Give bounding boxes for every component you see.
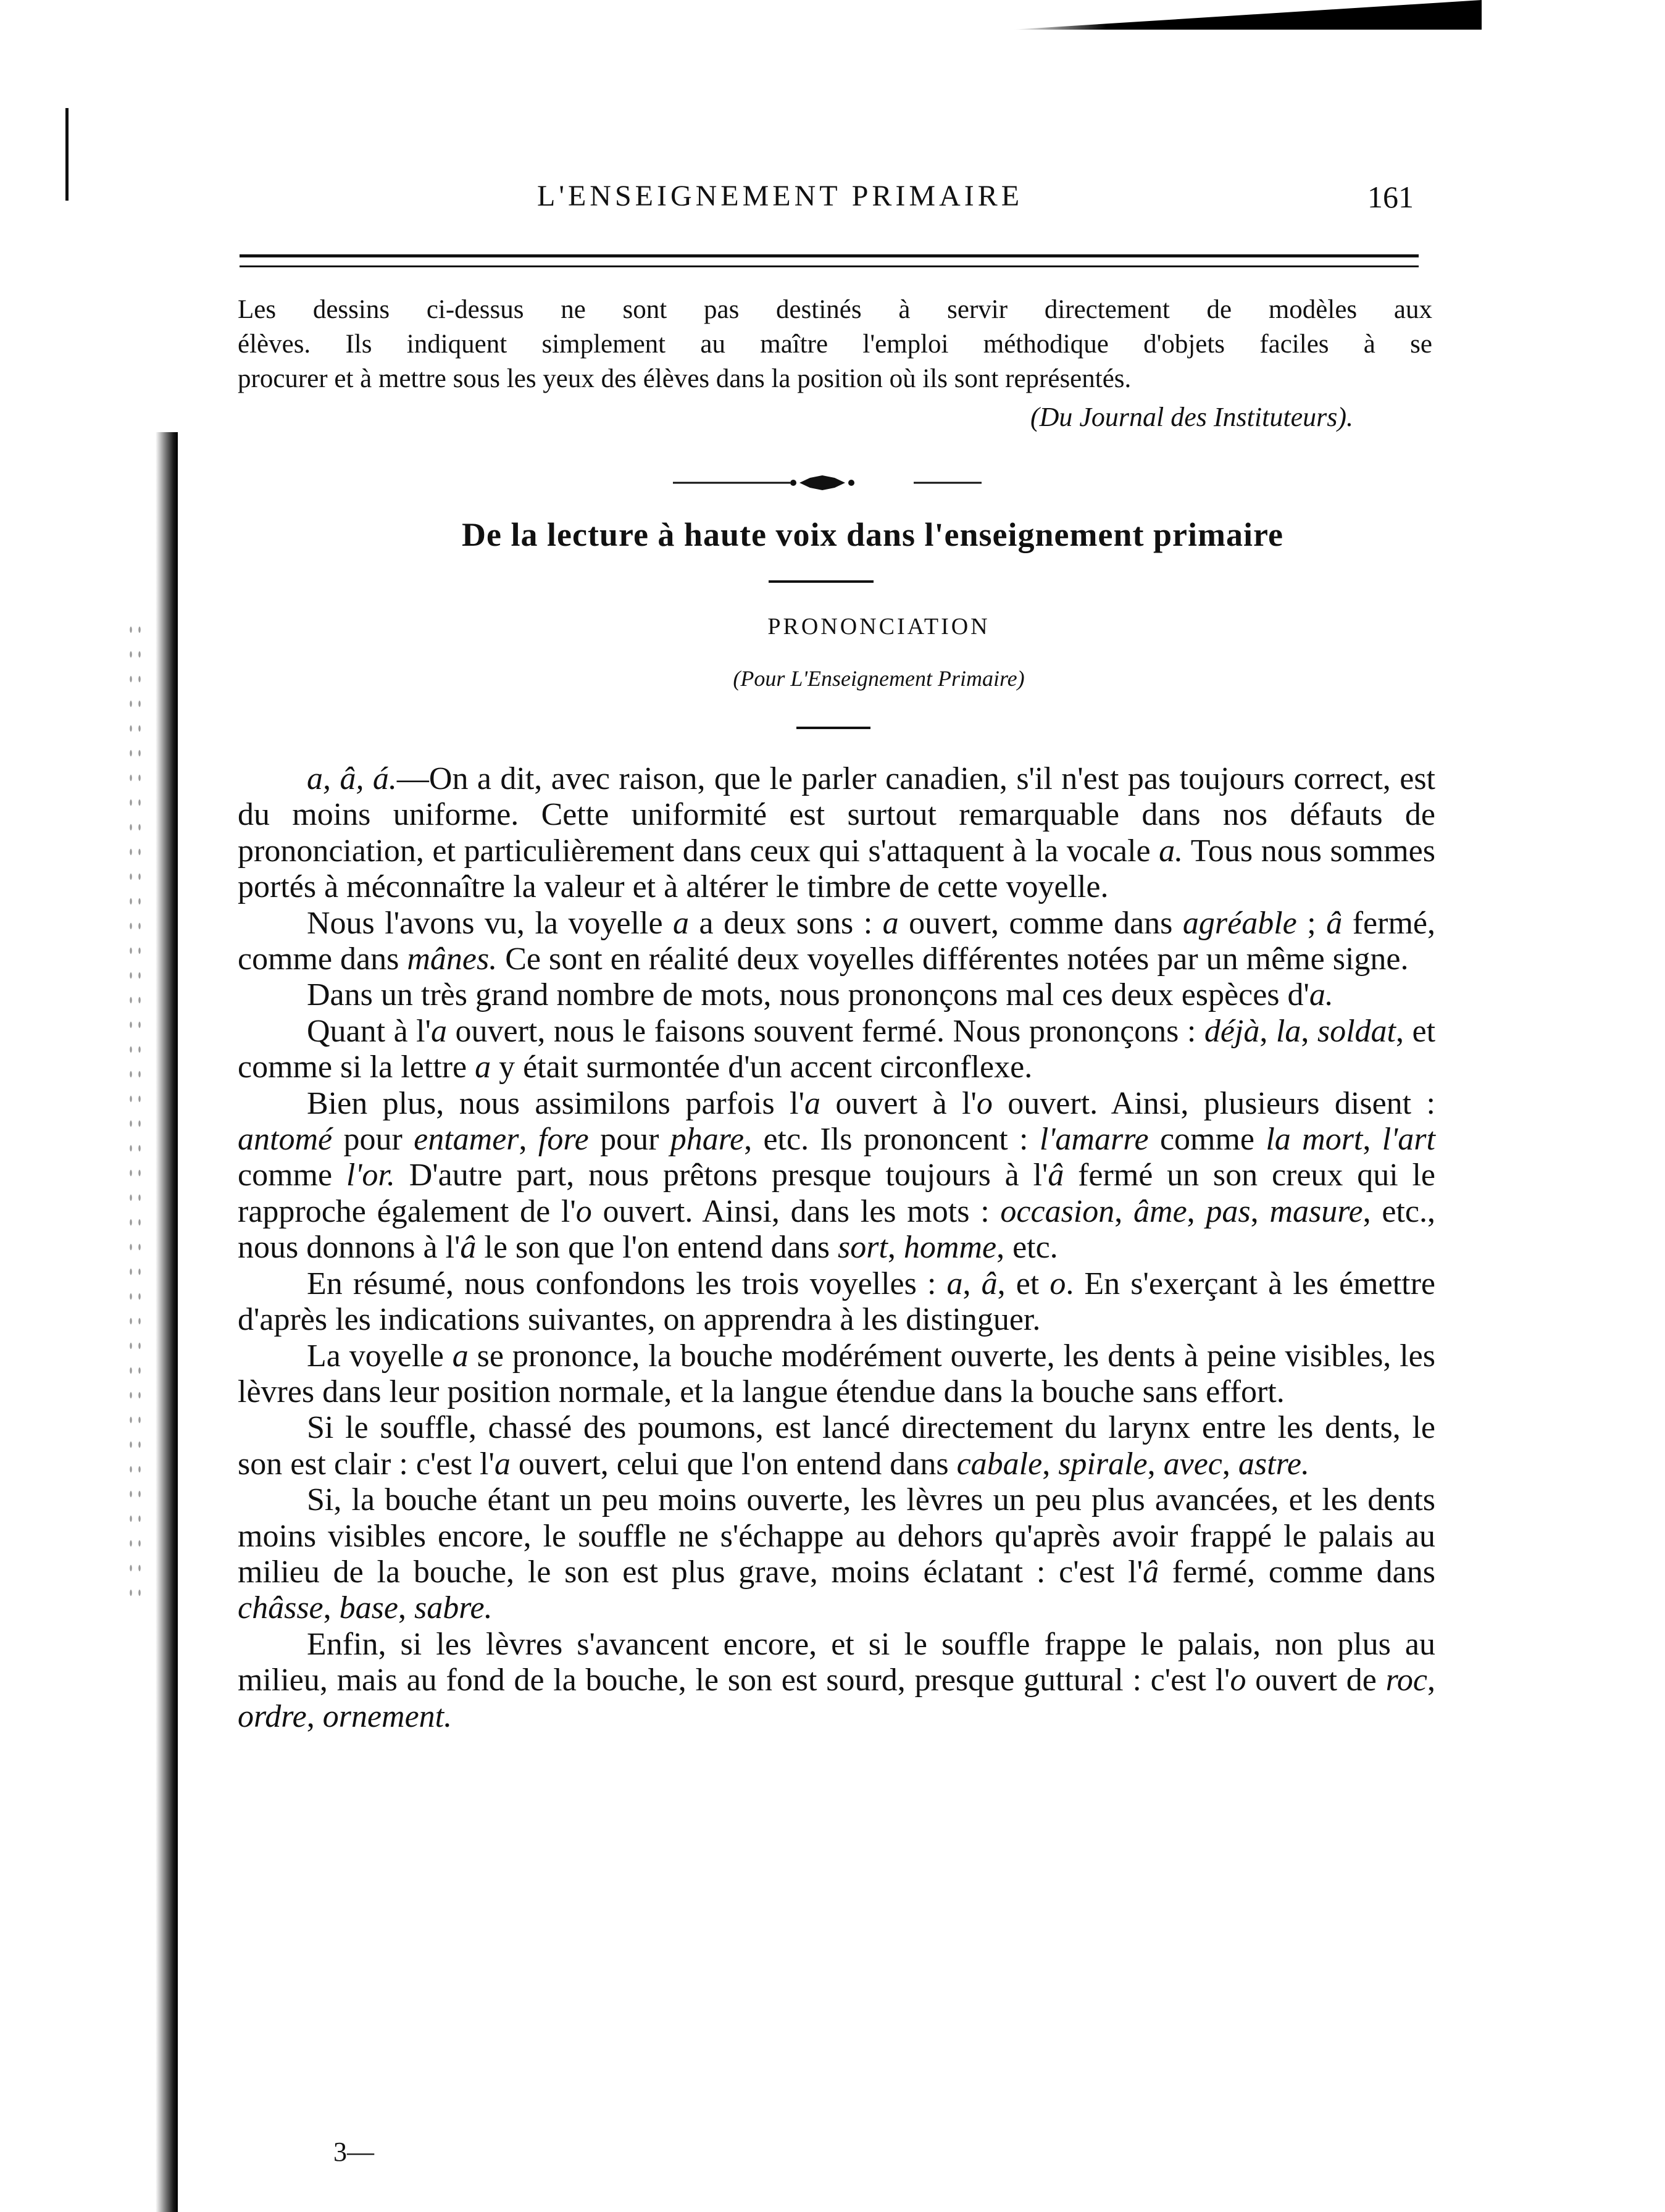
italic-word: base — [339, 1590, 398, 1626]
italic-word: sabre. — [414, 1590, 493, 1626]
article-byline: (Pour L'Enseignement Primaire) — [733, 666, 1025, 691]
body-paragraph — [238, 1266, 1435, 1338]
text-run: , — [1259, 1013, 1276, 1049]
text-run: ouvert, comme dans — [898, 905, 1183, 941]
text-run: , — [1187, 1193, 1206, 1229]
italic-word: spirale — [1058, 1446, 1148, 1482]
body-paragraph — [238, 1086, 1435, 1266]
text-run: Bien plus, nous assimilons parfois l' — [307, 1085, 804, 1121]
text-run: , — [519, 1122, 538, 1158]
italic-word: occasion — [1000, 1193, 1115, 1229]
text-run: pour — [588, 1122, 670, 1158]
text-run: fermé un son creux qui le rapproche également de l' — [238, 1158, 1435, 1229]
italic-word: pas — [1206, 1193, 1251, 1229]
scan-artifact-binding-dots — [127, 617, 144, 1605]
italic-word: ornement. — [322, 1698, 453, 1734]
italic-word: a. — [1309, 977, 1333, 1013]
text-run: , — [1042, 1446, 1059, 1482]
italic-word: antomé — [238, 1122, 333, 1158]
text-run: ouvert. Ainsi, plusieurs disent : — [992, 1085, 1435, 1121]
text-run: , — [1362, 1122, 1382, 1158]
article-body — [238, 761, 1435, 1735]
italic-word: roc — [1385, 1663, 1427, 1698]
italic-word: l'or. — [346, 1158, 395, 1193]
italic-word: a — [452, 1338, 469, 1374]
text-run: , etc. — [996, 1230, 1058, 1266]
page-number: 161 — [1367, 180, 1414, 214]
text-run: , etc., nous donnons à l' — [238, 1193, 1435, 1266]
text-run: comme — [1148, 1122, 1266, 1158]
text-run: fermé, comme dans — [1158, 1554, 1435, 1590]
text-run: , et — [997, 1266, 1050, 1301]
text-run: ouvert, nous le faisons souvent fermé. Nous prononçons : — [447, 1013, 1204, 1049]
body-paragraph — [238, 977, 1435, 1013]
italic-word: l'amarre — [1039, 1122, 1149, 1158]
body-paragraph — [238, 1410, 1435, 1482]
italic-word: phare — [670, 1122, 745, 1158]
text-run: , — [962, 1266, 982, 1301]
italic-word: châsse — [238, 1590, 323, 1626]
italic-word: a — [431, 1013, 447, 1049]
italic-word: la mort — [1266, 1122, 1363, 1158]
note-line: Les dessins ci-dessus ne sont pas destinés à servir directement de modèles aux — [238, 295, 1432, 324]
text-run: , — [1250, 1193, 1270, 1229]
title-rule — [769, 580, 874, 583]
signature-mark: 3— — [333, 2137, 374, 2167]
text-run: pour — [332, 1122, 414, 1158]
text-run: —On a dit, avec raison, que le parler canadien, s'il n'est pas toujours correct, est du moins uniforme. Cette uniformité est surtout remarquable dans nos défauts de prononciation, et particulièrement dans ceux qui s'attaquent à la vocale — [238, 761, 1435, 869]
text-run: ; — [1296, 905, 1327, 941]
italic-word: a — [494, 1446, 511, 1482]
text-run: comme — [238, 1158, 346, 1193]
italic-word: â — [981, 1266, 998, 1301]
italic-word: o — [575, 1193, 592, 1229]
article-subtitle: PRONONCIATION — [767, 614, 990, 640]
italic-word: a — [882, 905, 899, 941]
italic-word: fore — [538, 1122, 589, 1158]
italic-word: â — [1048, 1158, 1064, 1193]
italic-word: â — [1326, 905, 1343, 941]
text-run: , — [1114, 1193, 1134, 1229]
italic-word: soldat — [1317, 1013, 1396, 1049]
text-run: ouvert. Ainsi, dans les mots : — [591, 1193, 1001, 1229]
ornament-divider — [667, 469, 988, 494]
text-run: le son que l'on entend dans — [476, 1230, 838, 1266]
text-run: , — [323, 1590, 340, 1626]
text-run: Dans un très grand nombre de mots, nous prononçons mal ces deux espèces d' — [307, 977, 1309, 1013]
body-paragraph — [238, 1014, 1435, 1086]
body-paragraph — [238, 1627, 1435, 1735]
running-title: L'ENSEIGNEMENT PRIMAIRE — [537, 180, 1024, 212]
illustration-note — [238, 293, 1432, 396]
italic-word: sort — [837, 1230, 888, 1266]
note-source: (Du Journal des Instituteurs). — [1030, 402, 1353, 432]
italic-word: a. — [1159, 833, 1183, 869]
italic-word: a, â, á. — [307, 761, 397, 796]
text-run: Tous nous sommes portés à méconnaître la valeur et à altérer le timbre de cette voyelle. — [238, 833, 1435, 905]
text-run: D'autre part, nous prêtons presque toujours à l' — [394, 1158, 1048, 1193]
italic-word: mânes. — [407, 941, 498, 977]
text-run: ouvert, celui que l'on entend dans — [510, 1446, 957, 1482]
italic-word: o — [976, 1085, 993, 1121]
text-run: . En s'exerçant à les émettre d'après les indications suivantes, on apprendra à les distinguer. — [238, 1266, 1435, 1338]
italic-word: ordre — [238, 1698, 307, 1734]
italic-word: âme — [1133, 1193, 1187, 1229]
italic-word: a — [804, 1085, 820, 1121]
italic-word: astre. — [1238, 1446, 1309, 1482]
italic-word: agréable — [1182, 905, 1297, 941]
scan-artifact-binding-edge — [156, 432, 178, 2212]
text-run: , — [1147, 1446, 1164, 1482]
text-run: En résumé, nous confondons les trois voyelles : — [307, 1266, 947, 1301]
italic-word: masure — [1269, 1193, 1363, 1229]
text-run: a deux sons : — [689, 905, 883, 941]
body-paragraph — [238, 1482, 1435, 1627]
text-run: , — [1301, 1013, 1317, 1049]
text-run: , — [1427, 1663, 1435, 1698]
text-run: , et comme si la lettre — [238, 1013, 1436, 1085]
text-run: , — [398, 1590, 414, 1626]
italic-word: â — [460, 1230, 477, 1266]
scan-artifact-top-bar — [1012, 0, 1482, 30]
text-run: Quant à l' — [307, 1013, 431, 1049]
running-head — [235, 179, 1457, 228]
italic-word: a — [673, 905, 690, 941]
text-run: Enfin, si les lèvres s'avancent encore, et si le souffle frappe le palais, non plus au milieu, mais au fond de la bouche, le son est sourd, presque guttural : c'est l' — [238, 1626, 1435, 1698]
article-title: De la lecture à haute voix dans l'enseignement primaire — [462, 516, 1283, 553]
text-run: Si, la bouche étant un peu moins ouverte, les lèvres un peu plus avancées, et les dents moins visibles encore, le souffle ne s'échappe au dehors qu'après avoir frappé le palais au milieu de la bouche, le son est plus grave, moins éclatant : c'est l' — [238, 1482, 1435, 1590]
scan-artifact-left-mark — [65, 108, 69, 201]
note-line: procurer et à mettre sous les yeux des élèves dans la position où ils sont représentés. — [238, 364, 1132, 393]
text-run: ouvert de — [1246, 1663, 1386, 1698]
italic-word: homme — [903, 1230, 997, 1266]
italic-word: o — [1049, 1266, 1066, 1301]
italic-word: avec — [1163, 1446, 1222, 1482]
body-paragraph — [238, 761, 1435, 906]
header-rule-thin — [240, 265, 1419, 267]
text-run: La voyelle — [307, 1338, 453, 1374]
text-run: ouvert à l' — [820, 1085, 977, 1121]
italic-word: cabale — [956, 1446, 1043, 1482]
header-rule-thick — [240, 254, 1419, 257]
italic-word: a — [946, 1266, 963, 1301]
text-run: , — [1222, 1446, 1238, 1482]
text-run: , — [887, 1230, 904, 1266]
italic-word: â — [1142, 1554, 1159, 1590]
italic-word: l'art — [1382, 1122, 1435, 1158]
text-run: fermé, comme dans — [238, 905, 1435, 977]
text-run: Si le souffle, chassé des poumons, est lancé directement du larynx entre les dents, le son est clair : c'est l' — [238, 1410, 1435, 1482]
body-paragraph — [238, 1338, 1435, 1411]
note-line: élèves. Ils indiquent simplement au maître l'emploi méthodique d'objets faciles à se — [238, 330, 1432, 359]
italic-word: la — [1275, 1013, 1301, 1049]
text-run: y était surmontée d'un accent circonflexe. — [491, 1050, 1033, 1085]
text-run: se prononce, la bouche modérément ouverte, les dents à peine visibles, les lèvres dans leur position normale, et la langue étendue dans la bouche sans effort. — [238, 1338, 1435, 1409]
text-run: , — [306, 1698, 323, 1734]
text-run: , etc. Ils prononcent : — [744, 1122, 1040, 1158]
text-run: Ce sont en réalité deux voyelles différentes notées par un même signe. — [497, 941, 1409, 977]
italic-word: a — [475, 1050, 491, 1085]
byline-rule — [796, 727, 870, 729]
body-paragraph — [238, 906, 1435, 978]
italic-word: entamer — [414, 1122, 519, 1158]
italic-word: déjà — [1204, 1013, 1260, 1049]
italic-word: o — [1230, 1663, 1246, 1698]
text-run: Nous l'avons vu, la voyelle — [307, 905, 674, 941]
